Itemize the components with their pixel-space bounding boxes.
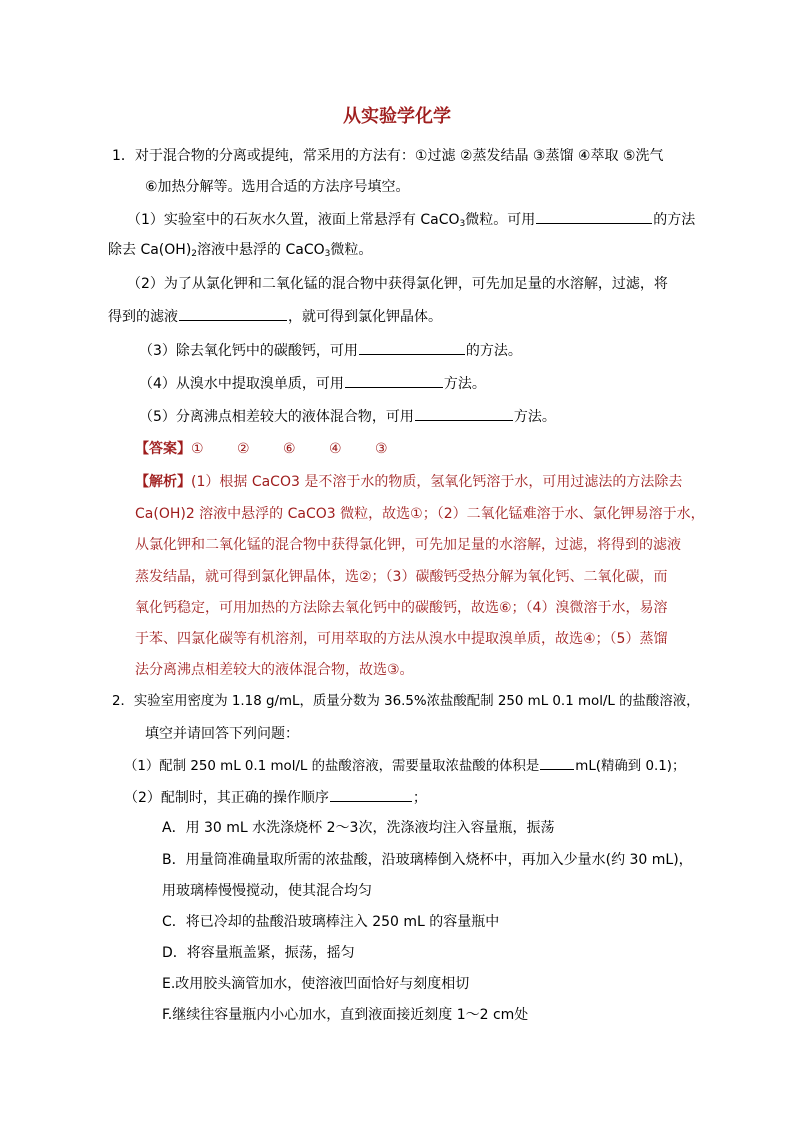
analysis-label: 【解析】 [135, 474, 191, 490]
q2-intro-line-1: 2．实验室用密度为 1.18 g/mL，质量分数为 36.5%浓盐酸配制 250 mL 0.1 mol/L 的盐酸溶液， [112, 694, 700, 709]
q1-answer-line [135, 439, 421, 459]
q2-sub1-answer-blank[interactable] [540, 755, 574, 770]
answer-item: ⑥ [283, 441, 296, 457]
q2-sub1-text-b: mL(精确到 0.1)； [575, 759, 686, 774]
q2-option-e: E.改用胶头滴管加水，使溶液凹面恰好与刻度相切 [162, 976, 470, 992]
q2-option-f: F.继续往容量瓶内小心加水，直到液面接近刻度 1～2 cm处 [162, 1007, 529, 1023]
q1-sub5-text-a: （5）分离沸点相差较大的液体混合物，可用 [139, 409, 414, 425]
answer-item: ③ [375, 441, 388, 457]
q1-sub1-subscript: 3 [459, 219, 466, 229]
q1-sub4-answer-blank[interactable] [345, 373, 443, 388]
answer-item: ① [191, 441, 204, 457]
q2-option-b-line-2: 用玻璃棒慢慢搅动，使其混合均匀 [162, 883, 372, 899]
q1-sub1-text-b: 微粒。可用 [465, 212, 536, 228]
q2-sub2-line [124, 787, 427, 808]
q1-sub3-text-a: （3）除去氧化钙中的碳酸钙，可用 [139, 343, 358, 359]
answer-label: 【答案】 [135, 441, 191, 457]
answer-item: ② [237, 441, 250, 457]
q1-sub1-line-2 [108, 240, 372, 264]
analysis-line-3: 从氯化钾和二氧化锰的混合物中获得氯化钾，可先加足量的水溶解，过滤，将得到的滤液 [135, 537, 681, 553]
q2-sub2-text-b: ； [412, 790, 427, 806]
q1-intro-line-2: ⑥加热分解等。选用合适的方法序号填空。 [145, 179, 410, 195]
q1-sub1-text-c: 的方法 [653, 212, 696, 228]
q1-sub1-answer-blank[interactable] [536, 209, 652, 224]
q1-sub1-subscript-b: 2 [191, 249, 198, 259]
analysis-text: (1）根据 CaCO3 是不溶于水的物质，氢氧化钙溶于水，可用过滤法的方法除去 [191, 474, 683, 490]
analysis-line-2: Ca(OH)2 溶液中悬浮的 CaCO3 微粒，故选①；（2）二氧化锰难溶于水、氯化钾易溶于水， [135, 506, 705, 522]
analysis-line-1 [135, 472, 682, 492]
q1-sub4-line [139, 373, 486, 394]
q2-sub1-line [124, 755, 685, 777]
q1-sub2-text-b: 得到的滤液 [108, 309, 178, 325]
q2-intro-line-2: 填空并请回答下列问题： [145, 726, 299, 742]
q1-sub1-line-1 [127, 209, 695, 234]
q2-option-a: A．用 30 mL 水洗涤烧杯 2～3次，洗涤液均注入容量瓶，振荡 [162, 820, 555, 836]
q1-sub1-text-f: 微粒。 [330, 242, 373, 258]
q1-sub4-text-b: 方法。 [443, 376, 486, 392]
q1-sub1-text: （1）实验室中的石灰水久置，液面上常悬浮有 CaCO [127, 212, 460, 228]
q1-sub1-subscript-c: 3 [324, 249, 331, 259]
q2-option-d: D．将容量瓶盖紧，振荡，摇匀 [162, 945, 355, 961]
q1-sub2-line-1: （2）为了从氯化钾和二氧化锰的混合物中获得氯化钾，可先加足量的水溶解，过滤，将 [127, 276, 668, 292]
q1-sub4-text-a: （4）从溴水中提取溴单质，可用 [139, 376, 344, 392]
q2-option-c: C．将已冷却的盐酸沿玻璃棒注入 250 mL 的容量瓶中 [162, 914, 500, 930]
analysis-line-4: 蒸发结晶，就可得到氯化钾晶体，选②；（3）碳酸钙受热分解为氧化钙、二氧化碳，而 [135, 569, 668, 585]
q1-sub1-text-e: 溶液中悬浮的 CaCO [197, 242, 325, 258]
q1-sub5-answer-blank[interactable] [415, 406, 513, 421]
analysis-line-6: 于苯、四氯化碳等有机溶剂，可用萃取的方法从溴水中提取溴单质，故选④；（5）蒸馏 [135, 631, 668, 647]
q1-sub2-text-c: ，就可得到氯化钾晶体。 [288, 309, 442, 325]
q1-sub2-answer-blank[interactable] [179, 306, 287, 321]
q1-sub5-line [139, 406, 556, 427]
q1-sub3-text-b: 的方法。 [465, 343, 522, 359]
analysis-line-7: 法分离沸点相差较大的液体混合物，故选③。 [135, 662, 414, 678]
q1-sub2-line-2 [108, 306, 442, 327]
q1-sub5-text-b: 方法。 [513, 409, 556, 425]
q1-sub1-text-d: 除去 Ca(OH) [108, 242, 192, 258]
q1-sub3-line [139, 340, 522, 361]
q2-option-b-line-1: B．用量筒准确量取所需的浓盐酸，沿玻璃棒倒入烧杯中，再加入少量水(约 30 mL)， [162, 852, 693, 868]
answer-item: ④ [329, 441, 342, 457]
q2-sub2-answer-blank[interactable] [330, 787, 412, 802]
q2-sub2-text-a: （2）配制时，其正确的操作顺序 [124, 790, 329, 806]
analysis-line-5: 氧化钙稳定，可用加热的方法除去氧化钙中的碳酸钙，故选⑥；（4）溴微溶于水，易溶 [135, 600, 668, 616]
q1-intro-line-1: 1．对于混合物的分离或提纯，常采用的方法有：①过滤 ②蒸发结晶 ③蒸馏 ④萃取 ⑤洗气 [112, 148, 664, 164]
page-title: 从实验学化学 [343, 106, 451, 127]
q2-sub1-text-a: （1）配制 250 mL 0.1 mol/L 的盐酸溶液，需要量取浓盐酸的体积是 [124, 759, 540, 774]
q1-sub3-answer-blank[interactable] [359, 340, 465, 355]
